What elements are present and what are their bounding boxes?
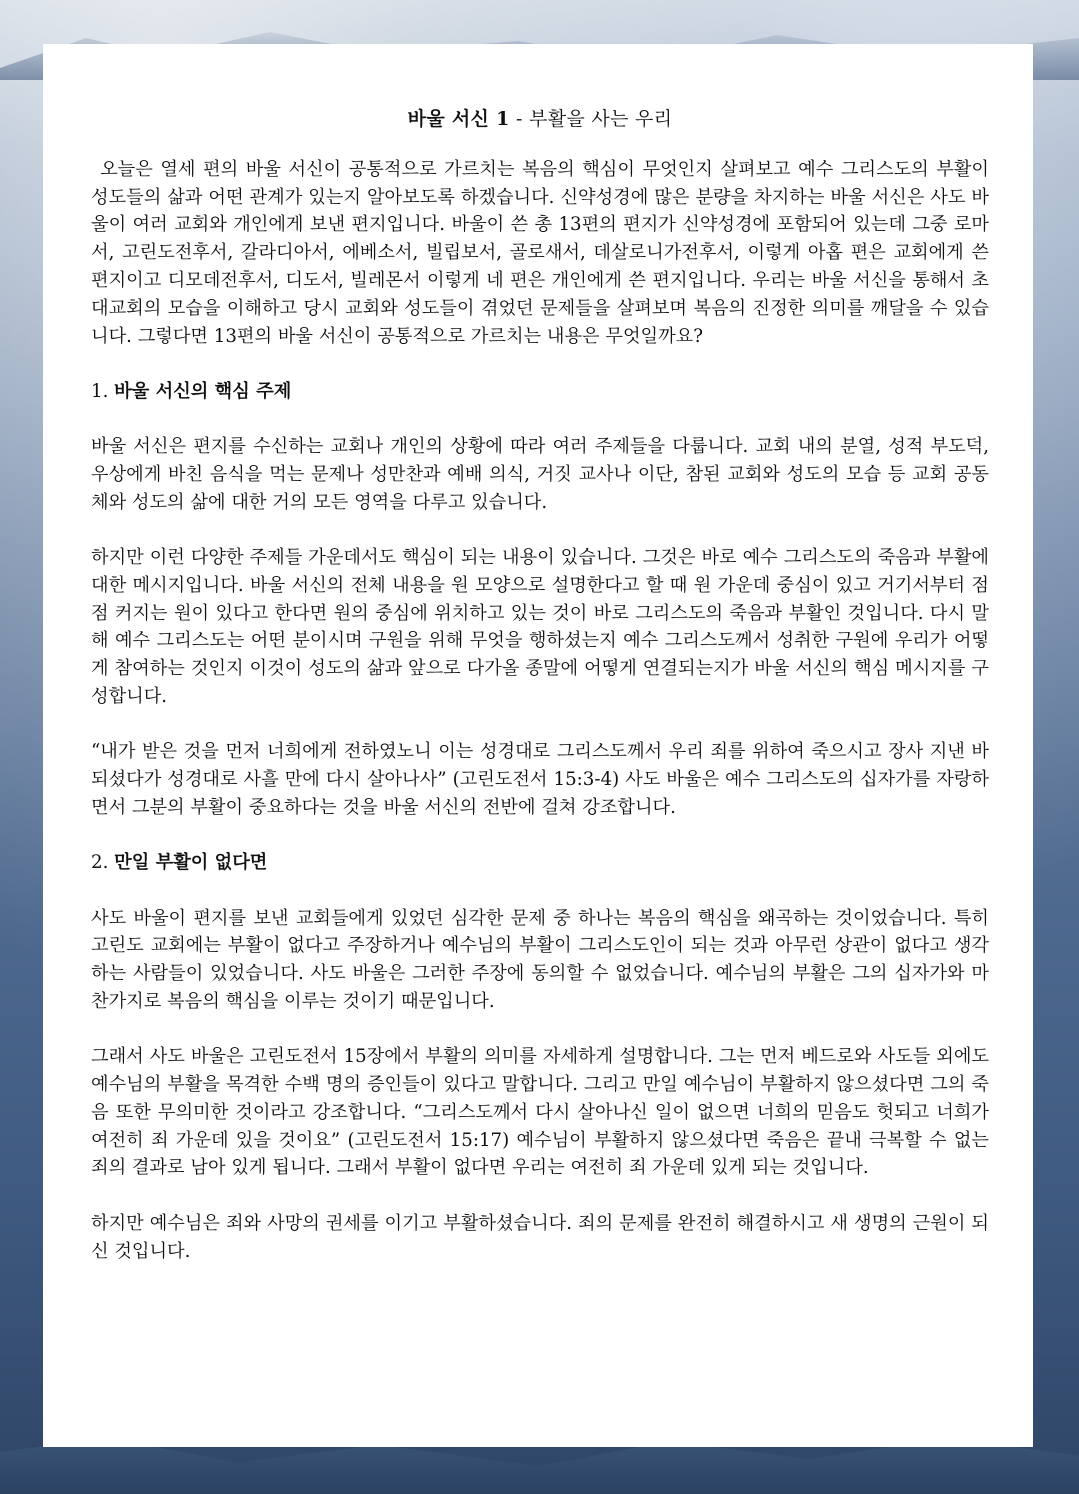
title-main: 바울 서신 1 — [407, 108, 510, 130]
title-subtitle: - 부활을 사는 우리 — [509, 108, 673, 130]
section-2-number: 2. — [91, 852, 109, 874]
section-1-heading — [91, 378, 989, 406]
document-page — [43, 44, 1033, 1447]
section-1-number: 1. — [91, 380, 109, 402]
section-1-title: 바울 서신의 핵심 주제 — [114, 380, 292, 402]
section-1-paragraph-1: 바울 서신은 편지를 수신하는 교회나 개인의 상황에 따라 여러 주제들을 다룹니다. 교회 내의 분열, 성적 부도덕, 우상에게 바친 음식을 먹는 문제나 성만찬과 예배 의식, 거짓 교사나 이단, 참된 교회와 성도의 모습 등 교회 공동체와 성도의 삶에 대한 거의 모든 영역을 다루고 있습니다. — [91, 436, 989, 513]
section-2-paragraph-2: 그래서 사도 바울은 고린도전서 15장에서 부활의 의미를 자세하게 설명합니다. 그는 먼저 베드로와 사도들 외에도 예수님의 부활을 목격한 수백 명의 증인들이 있다고 말합니다. 그리고 만일 예수님이 부활하지 않으셨다면 그의 죽음 또한 무의미한 것이라고 강조합니다. “그리스도께서 다시 살아나신 일이 없으면 너희의 믿음도 헛되고 너희가 여전히 죄 가운데 있을 것이요” (고린도전서 15:17) 예수님이 부활하지 않으셨다면 죽음은 끝내 극복할 수 없는 죄의 결과로 남아 있게 됩니다. 그래서 부활이 없다면 우리는 여전히 죄 가운데 있게 되는 것입니다. — [91, 1046, 989, 1179]
section-2-paragraph-1: 사도 바울이 편지를 보낸 교회들에게 있었던 심각한 문제 중 하나는 복음의 핵심을 왜곡하는 것이었습니다. 특히 고린도 교회에는 부활이 없다고 주장하거나 예수님의 부활이 그리스도인이 되는 것과 아무런 상관이 없다고 생각하는 사람들이 있었습니다. 사도 바울은 그러한 주장에 동의할 수 없었습니다. 예수님의 부활은 그의 십자가와 마찬가지로 복음의 핵심을 이루는 것이기 때문입니다. — [91, 907, 989, 1012]
section-1-paragraph-2: 하지만 이런 다양한 주제들 가운데서도 핵심이 되는 내용이 있습니다. 그것은 바로 예수 그리스도의 죽음과 부활에 대한 메시지입니다. 바울 서신의 전체 내용을 원 모양으로 설명한다고 할 때 원 가운데 중심이 있고 거기서부터 점점 커지는 원이 있다고 한다면 원의 중심에 위치하고 있는 것이 바로 그리스도의 죽음과 부활인 것입니다. 다시 말해 예수 그리스도는 어떤 분이시며 구원을 위해 무엇을 행하셨는지 예수 그리스도께서 성취한 구원에 우리가 어떻게 참여하는 것인지 이것이 성도의 삶과 앞으로 다가올 종말에 어떻게 연결되는지가 바울 서신의 핵심 메시지를 구성합니다. — [91, 547, 989, 708]
intro-paragraph: 오늘은 열세 편의 바울 서신이 공통적으로 가르치는 복음의 핵심이 무엇인지 살펴보고 예수 그리스도의 부활이 성도들의 삶과 어떤 관계가 있는지 알아보도록 하겠습니다. 신약성경에 많은 분량을 차지하는 바울 서신은 사도 바울이 여러 교회와 개인에게 보낸 편지입니다. 바울이 쓴 총 13편의 편지가 신약성경에 포함되어 있는데 그중 로마서, 고린도전후서, 갈라디아서, 에베소서, 빌립보서, 골로새서, 데살로니가전후서, 이렇게 아홉 편은 교회에게 쓴 편지이고 디모데전후서, 디도서, 빌레몬서 이렇게 네 편은 개인에게 쓴 편지입니다. 우리는 바울 서신을 통해서 초대교회의 모습을 이해하고 당시 교회와 성도들이 겪었던 문제들을 살펴보며 복음의 진정한 의미를 깨달을 수 있습니다. 그렇다면 13편의 바울 서신이 공통적으로 가르치는 내용은 무엇일까요? — [91, 158, 989, 347]
section-2-title: 만일 부활이 없다면 — [114, 852, 268, 874]
document-content — [91, 106, 989, 1293]
section-1-paragraph-3: “내가 받은 것을 먼저 너희에게 전하였노니 이는 성경대로 그리스도께서 우리 죄를 위하여 죽으시고 장사 지낸 바 되셨다가 성경대로 사흘 만에 다시 살아나사” (고린도전서 15:3-4) 사도 바울은 예수 그리스도의 십자가를 자랑하면서 그분의 부활이 중요하다는 것을 바울 서신의 전반에 걸쳐 강조합니다. — [91, 741, 989, 818]
section-2-paragraph-3: 하지만 예수님은 죄와 사망의 권세를 이기고 부활하셨습니다. 죄의 문제를 완전히 해결하시고 새 생명의 근원이 되신 것입니다. — [91, 1212, 989, 1262]
document-title — [91, 106, 989, 134]
section-2-heading — [91, 849, 989, 877]
